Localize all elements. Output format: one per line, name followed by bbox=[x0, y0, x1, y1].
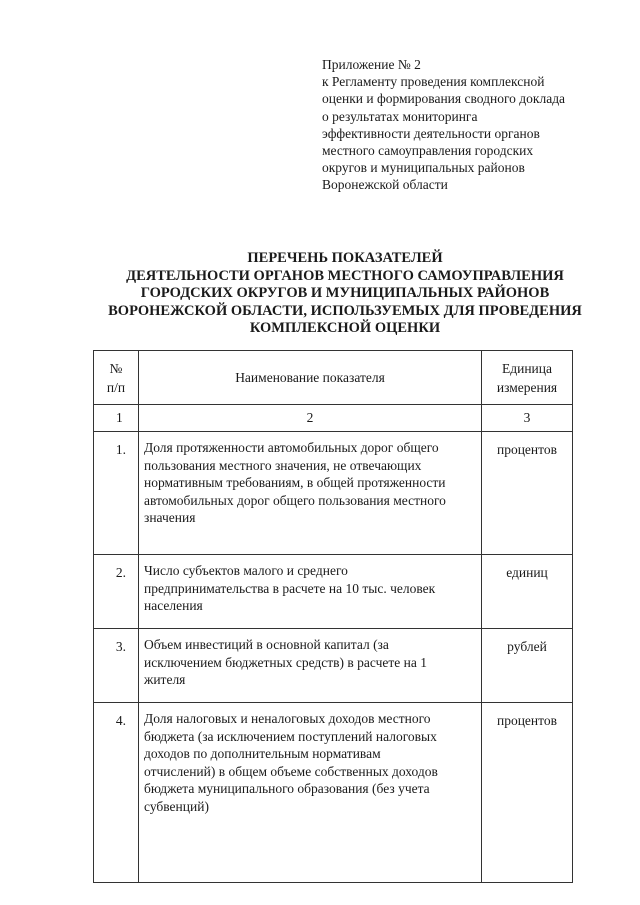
indicator-line: жителя bbox=[144, 672, 186, 687]
header-number-line1: № bbox=[109, 360, 123, 376]
indicators-table bbox=[93, 350, 573, 883]
table-row bbox=[94, 703, 573, 883]
appendix-block bbox=[322, 56, 622, 194]
title-line: КОМПЛЕКСНОЙ ОЦЕНКИ bbox=[249, 320, 441, 337]
header-unit-line2: измерения bbox=[496, 379, 558, 395]
indicator-line: бюджета (за исключением поступлений налоговых bbox=[144, 728, 437, 744]
indicator-line: Доля налоговых и неналоговых доходов местного bbox=[144, 711, 431, 726]
indicator-line: значения bbox=[144, 510, 196, 525]
indicator-line: доходов по дополнительным нормативам bbox=[144, 746, 381, 761]
row-number: 2. bbox=[94, 555, 139, 629]
indicator-line: Доля протяженности автомобильных дорог общего bbox=[144, 440, 439, 455]
indicator-name bbox=[139, 629, 482, 703]
column-number: 2 bbox=[139, 405, 482, 432]
indicator-line: отчислений) в общем объеме собственных доходов bbox=[144, 763, 438, 779]
indicator-line: Объем инвестиций в основной капитал (за bbox=[144, 637, 389, 652]
header-name: Наименование показателя bbox=[139, 351, 482, 405]
header-number bbox=[94, 351, 139, 405]
appendix-line: Воронежской области bbox=[322, 177, 448, 193]
header-unit-line1: Единица bbox=[501, 360, 552, 376]
header-unit bbox=[482, 351, 573, 405]
indicator-line: предпринимательства в расчете на 10 тыс. человек bbox=[144, 580, 436, 596]
appendix-line: местного самоуправления городских bbox=[322, 143, 534, 159]
title-line: ВОРОНЕЖСКОЙ ОБЛАСТИ, ИСПОЛЬЗУЕМЫХ ДЛЯ ПРОВЕДЕНИЯ bbox=[108, 302, 582, 319]
indicator-line: автомобильных дорог общего пользования местного bbox=[144, 492, 446, 508]
indicator-unit: единиц bbox=[482, 555, 573, 629]
indicator-line: населения bbox=[144, 598, 203, 613]
column-numbers-row bbox=[94, 405, 573, 432]
indicator-line: исключением бюджетных средств) в расчете на 1 bbox=[144, 654, 427, 670]
title-line: ГОРОДСКИХ ОКРУГОВ И МУНИЦИПАЛЬНЫХ РАЙОНОВ bbox=[140, 285, 550, 302]
appendix-line: округов и муниципальных районов bbox=[322, 160, 525, 176]
title-line: ПЕРЕЧЕНЬ ПОКАЗАТЕЛЕЙ bbox=[247, 250, 443, 266]
header-number-line2: п/п bbox=[106, 379, 126, 395]
indicator-line: Число субъектов малого и среднего bbox=[144, 563, 348, 578]
row-number: 4. bbox=[94, 703, 139, 883]
table-header-row bbox=[94, 351, 573, 405]
column-number: 1 bbox=[94, 405, 139, 432]
table-row bbox=[94, 432, 573, 555]
indicator-line: пользования местного значения, не отвечающих bbox=[144, 457, 422, 473]
column-number: 3 bbox=[482, 405, 573, 432]
appendix-line: оценки и формирования сводного доклада bbox=[322, 91, 566, 107]
document-title bbox=[60, 250, 630, 338]
table-row bbox=[94, 629, 573, 703]
appendix-line: Приложение № 2 bbox=[322, 57, 421, 72]
appendix-line: эффективности деятельности органов bbox=[322, 125, 540, 141]
indicator-unit: рублей bbox=[482, 629, 573, 703]
indicator-line: нормативным требованиям, в общей протяженности bbox=[144, 475, 446, 490]
indicator-unit: процентов bbox=[482, 432, 573, 555]
table-row bbox=[94, 555, 573, 629]
appendix-line: о результатах мониторинга bbox=[322, 108, 478, 124]
row-number: 1. bbox=[94, 432, 139, 555]
indicator-line: бюджета муниципального образования (без учета bbox=[144, 781, 430, 796]
row-number: 3. bbox=[94, 629, 139, 703]
indicator-line: субвенций) bbox=[144, 798, 209, 814]
indicator-name bbox=[139, 555, 482, 629]
indicator-unit: процентов bbox=[482, 703, 573, 883]
appendix-line: к Регламенту проведения комплексной bbox=[322, 74, 545, 90]
title-line: ДЕЯТЕЛЬНОСТИ ОРГАНОВ МЕСТНОГО САМОУПРАВЛЕНИЯ bbox=[126, 267, 564, 284]
indicator-name bbox=[139, 703, 482, 883]
indicator-name bbox=[139, 432, 482, 555]
